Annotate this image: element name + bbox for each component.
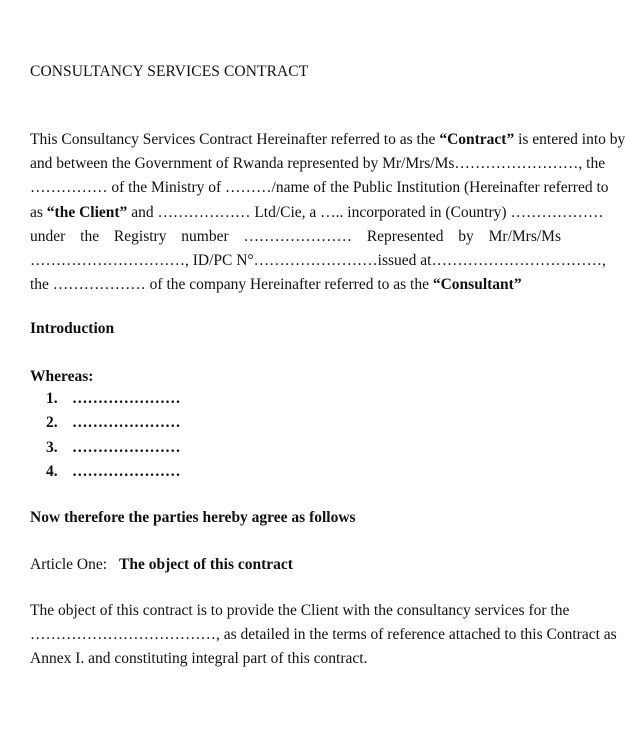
agreement-heading: Now therefore the parties hereby agree as follows — [30, 509, 356, 526]
paragraph-line: and between the Government of Rwanda represented by Mr/Mrs/Ms……………………, the — [30, 155, 606, 173]
list-item: 2. ………………… — [46, 414, 181, 432]
list-item: 4. ………………… — [46, 462, 181, 480]
paragraph-line: as “the Client” and ……………… Ltd/Cie, a ….. incorporated in (Country) ……………… — [30, 203, 604, 221]
list-item: 1. ………………… — [46, 390, 181, 407]
whereas-heading: Whereas: — [30, 368, 94, 385]
client-term: “the Client” — [46, 203, 128, 221]
object-paragraph — [30, 599, 617, 672]
document-title: CONSULTANCY SERVICES CONTRACT — [30, 63, 309, 80]
paragraph-line: The object of this contract is to provide the Client with the consultancy services for the — [30, 602, 570, 619]
introduction-heading: Introduction — [30, 320, 115, 337]
paragraph-line: …………………………, ID/PC N°……………………issued at……………………………, — [30, 251, 606, 269]
paragraph-line: …………… of the Ministry of ………/name of the Public Institution (Hereinafter referred to — [30, 179, 609, 197]
paragraph-line: ………………………………, as detailed in the terms of reference attached to this Contract as — [30, 626, 617, 644]
paragraph-line: the ……………… of the company Hereinafter referred to as the “Consultant” — [30, 276, 522, 294]
article-heading — [30, 556, 293, 574]
whereas-list — [46, 390, 181, 487]
paragraph-line: Annex I. and constituting integral part of this contract. — [30, 650, 368, 668]
contract-parties-paragraph — [30, 128, 625, 297]
article-title: The object of this contract — [119, 556, 293, 573]
article-label: Article One: — [30, 556, 108, 573]
paragraph-line: This Consultancy Services Contract Hereinafter referred to as the “Contract” is entered into by — [30, 131, 625, 148]
paragraph-line: under the Registry number ………………… Represented by Mr/Mrs/Ms — [30, 227, 561, 245]
list-item: 3. ………………… — [46, 438, 181, 456]
consultant-term: “Consultant” — [432, 276, 522, 294]
contract-term: “Contract” — [439, 131, 515, 148]
